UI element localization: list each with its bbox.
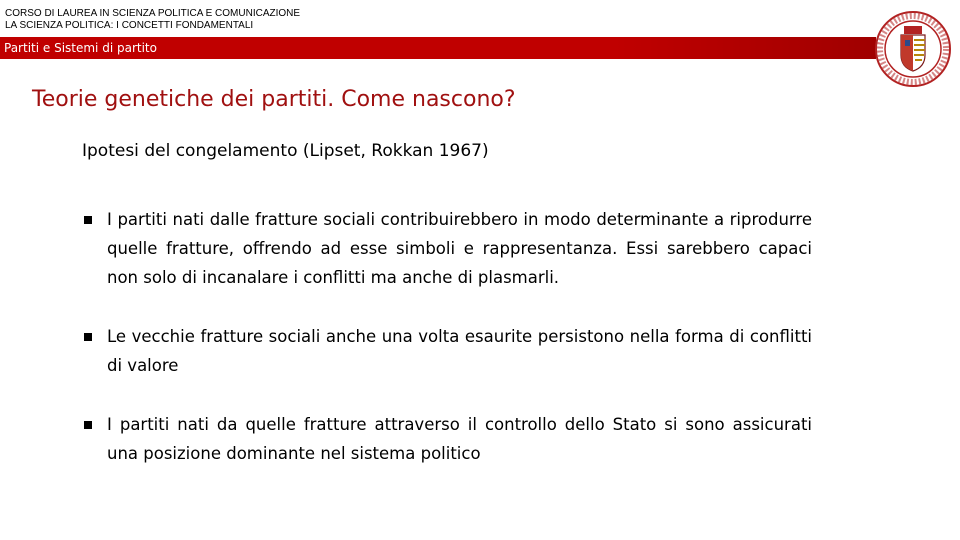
bullet-text: I partiti nati da quelle fratture attraverso il controllo dello Stato si sono assicurati una posizione dominante nel sistema politico bbox=[107, 415, 812, 463]
square-bullet-icon bbox=[84, 216, 92, 224]
square-bullet-icon bbox=[84, 333, 92, 341]
section-title: Partiti e Sistemi di partito bbox=[4, 41, 157, 55]
course-header bbox=[5, 8, 300, 32]
course-line-1: CORSO DI LAUREA IN SCIENZA POLITICA E COMUNICAZIONE bbox=[5, 8, 301, 19]
list-item bbox=[82, 322, 812, 380]
slide-title: Teorie genetiche dei partiti. Come nascono? bbox=[32, 87, 516, 112]
slide-subtitle: Ipotesi del congelamento (Lipset, Rokkan 1967) bbox=[82, 141, 489, 161]
section-bar bbox=[0, 37, 876, 59]
bullet-list bbox=[82, 205, 812, 498]
square-bullet-icon bbox=[84, 421, 92, 429]
course-line-2: LA SCIENZA POLITICA: I CONCETTI FONDAMENTALI bbox=[5, 20, 254, 31]
university-seal-icon bbox=[874, 10, 952, 88]
list-item bbox=[82, 410, 812, 468]
bullet-text: I partiti nati dalle fratture sociali contribuirebbero in modo determinante a riprodurre quelle fratture, offrendo ad esse simboli e rappresentanza. Essi sarebbero capaci non solo di incanalare i conflitti ma anche di plasmarli. bbox=[107, 210, 812, 287]
bullet-text: Le vecchie fratture sociali anche una volta esaurite persistono nella forma di conflitti di valore bbox=[107, 327, 812, 375]
list-item bbox=[82, 205, 812, 292]
